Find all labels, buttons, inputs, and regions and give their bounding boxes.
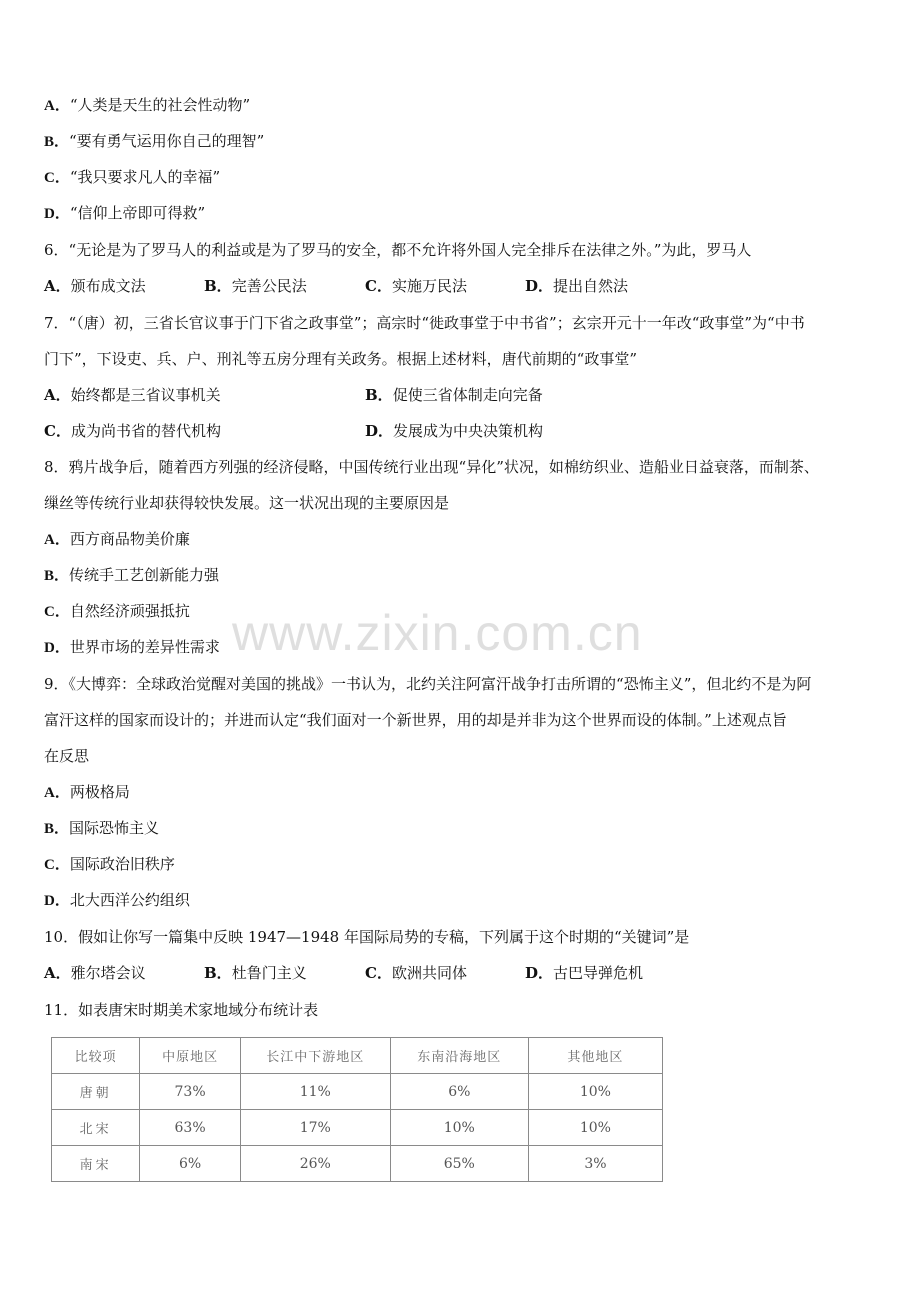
- q11-stem: 11．如表唐宋时期美术家地域分布统计表: [44, 1001, 319, 1019]
- table-cell: 26%: [240, 1146, 390, 1182]
- q8-stem-line1: 8．鸦片战争后，随着西方列强的经济侵略，中国传统行业出现“异化”状况，如棉纺织业、造船业日益衰落，而制茶、: [44, 458, 819, 476]
- table-cell: 63%: [140, 1110, 240, 1146]
- q7-stem-line2: 门下”，下设吏、兵、户、刑礼等五房分理有关政务。根据上述材料，唐代前期的“政事堂”: [44, 350, 638, 368]
- q6-stem: 6．“无论是为了罗马人的利益或是为了罗马的安全，都不允许将外国人完全排斥在法律之外。”为此，罗马人: [44, 241, 752, 259]
- watermark: www.zixin.com.cn: [232, 605, 643, 661]
- table-row: [52, 1074, 663, 1110]
- table-row: [52, 1146, 663, 1182]
- table-row-label: 北宋: [52, 1110, 140, 1146]
- q10-option-c: C．欧洲共同体: [365, 964, 467, 982]
- q9-option-d: D．北大西洋公约组织: [44, 891, 190, 909]
- table-cell: 17%: [240, 1110, 390, 1146]
- table-row-label: 南宋: [52, 1146, 140, 1182]
- q9-option-a: A．两极格局: [44, 783, 130, 801]
- q10-stem: 10．假如让你写一篇集中反映 1947—1948 年国际局势的专稿，下列属于这个时期的“关键词”是: [44, 928, 690, 946]
- q8-option-a: A．西方商品物美价廉: [44, 530, 190, 548]
- q7-option-d: D．发展成为中央决策机构: [365, 422, 544, 440]
- table-cell: 11%: [240, 1074, 390, 1110]
- q9-stem-line3: 在反思: [44, 747, 90, 765]
- table-header-cell: 中原地区: [140, 1038, 240, 1074]
- q8-stem-line2: 缫丝等传统行业却获得较快发展。这一状况出现的主要原因是: [44, 494, 450, 512]
- artist-distribution-table: [51, 1037, 663, 1182]
- q6-option-d: D．提出自然法: [525, 277, 629, 295]
- q10-option-b: B．杜鲁门主义: [204, 964, 307, 982]
- q5-option-b: B．“要有勇气运用你自己的理智”: [44, 132, 265, 150]
- table-row-label: 唐朝: [52, 1074, 140, 1110]
- q9-stem-line2: 富汗这样的国家而设计的；并进而认定“我们面对一个新世界，用的却是并非为这个世界而设的体制。”上述观点旨: [44, 711, 787, 729]
- table-cell: 6%: [140, 1146, 240, 1182]
- table-header-cell: 长江中下游地区: [240, 1038, 390, 1074]
- q8-option-d: D．世界市场的差异性需求: [44, 638, 220, 656]
- q6-option-c: C．实施万民法: [365, 277, 467, 295]
- q7-option-c: C．成为尚书省的替代机构: [44, 422, 221, 440]
- table-cell: 65%: [390, 1146, 528, 1182]
- table-cell: 73%: [140, 1074, 240, 1110]
- q7-stem-line1: 7．“（唐）初，三省长官议事于门下省之政事堂”；高宗时“徙政事堂于中书省”；玄宗开元十一年改“政事堂”为“中书: [44, 314, 805, 332]
- q8-option-c: C．自然经济顽强抵抗: [44, 602, 190, 620]
- q10-option-d: D．古巴导弹危机: [525, 964, 644, 982]
- q8-option-b: B．传统手工艺创新能力强: [44, 566, 220, 584]
- table-cell: 10%: [528, 1110, 662, 1146]
- table-cell: 10%: [390, 1110, 528, 1146]
- q10-option-a: A．雅尔塔会议: [44, 964, 146, 982]
- q9-option-b: B．国际恐怖主义: [44, 819, 160, 837]
- table-cell: 6%: [390, 1074, 528, 1110]
- table-header-cell: 其他地区: [528, 1038, 662, 1074]
- table-header-cell: 比较项: [52, 1038, 140, 1074]
- q5-option-a: A．“人类是天生的社会性动物”: [44, 96, 251, 114]
- q5-option-d: D．“信仰上帝即可得救”: [44, 204, 206, 222]
- q7-option-b: B．促使三省体制走向完备: [365, 386, 543, 404]
- table-cell: 3%: [528, 1146, 662, 1182]
- table-row: [52, 1110, 663, 1146]
- q6-option-b: B．完善公民法: [204, 277, 307, 295]
- q9-option-c: C．国际政治旧秩序: [44, 855, 175, 873]
- q5-option-c: C．“我只要求凡人的幸福”: [44, 168, 221, 186]
- q9-stem-line1: 9．《大博弈：全球政治觉醒对美国的挑战》一书认为，北约关注阿富汗战争打击所谓的“恐怖主义”，但北约不是为阿: [44, 675, 812, 693]
- q7-option-a: A．始终都是三省议事机关: [44, 386, 221, 404]
- table-header-row: [52, 1038, 663, 1074]
- q6-option-a: A．颁布成文法: [44, 277, 146, 295]
- table-cell: 10%: [528, 1074, 662, 1110]
- table-header-cell: 东南沿海地区: [390, 1038, 528, 1074]
